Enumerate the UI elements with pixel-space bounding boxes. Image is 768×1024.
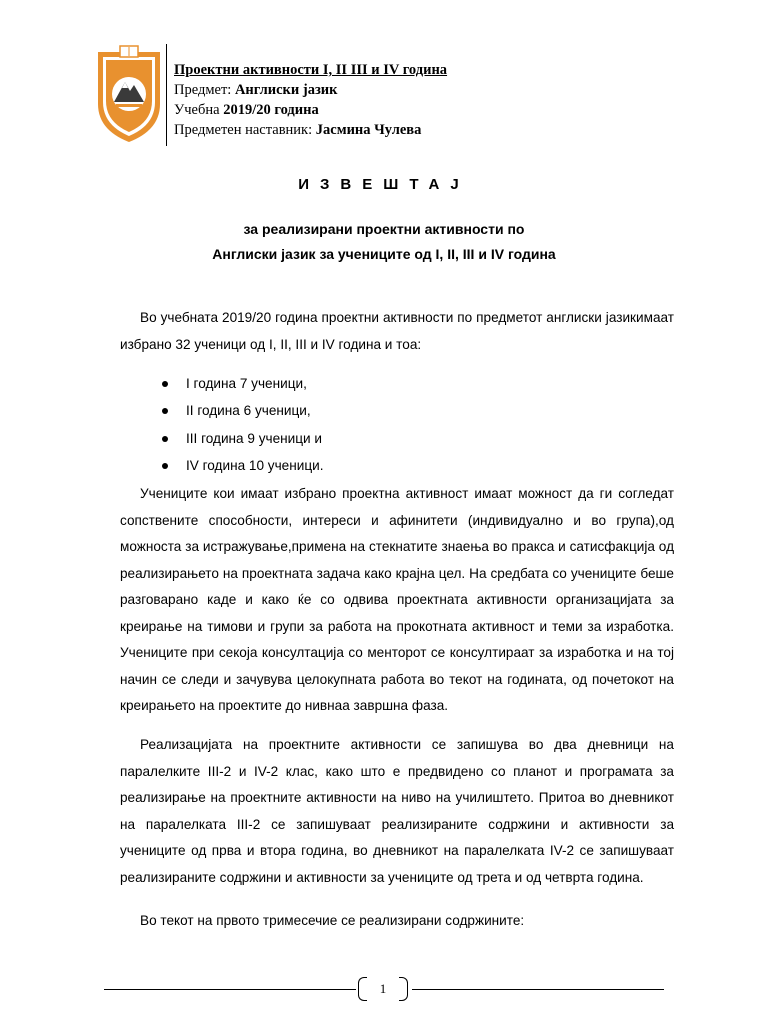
list-item [120,370,324,397]
paragraph-activities: Учениците кои имаат избрано проектна активност имаат можност да ги согледат сопствените способности, интереси и афинитети (индивидуално и во група),од можноста за истражување,примена на стекнатите знаења во пракса и сатисфакција од реализирањето на проектната задача како крајна цел. На средбата со учениците беше разговарано каде и како ќе со одвива проектната активности организацијата за креирање на тимови и групи за работа на прокотната активност и теми за изработка. Учениците при секоја консултација со менторот се консултираат за изработка и на тој начин се следи и зачувува целокупната работа во текот на годината, од почетокот на креирањето на проектите до нивнаа завршна фаза. [120,486,674,713]
header-divider [166,44,167,146]
list-item [120,425,324,452]
list-item-text: III година 9 ученици и [186,430,323,446]
document-subtitle [0,217,768,267]
bullet-icon [162,463,168,469]
teacher-value: Јасмина Чулева [315,122,422,138]
paragraph-journals: Реализацијата на проектните активности се запишува во два дневници на паралелките III-2 и IV-2 клас, како што е предвидено со планот и програмата за реализирање на проектните активности на ниво на училиштето. Притоа во дневникот на паралелката III-2 се запишуваат реализираните содржини и активности за учениците од прва и втора година, во дневникот на паралелката IV-2 се запишуваат реализираните содржини и активности за учениците од трета и од четврта година. [120,737,674,885]
list-item-text: IV година 10 ученици. [186,457,324,473]
bullet-icon [162,436,168,442]
school-logo [94,44,164,144]
list-item-text: II година 6 ученици, [186,403,311,419]
page-number-box [358,977,408,1001]
list-item [120,397,324,424]
student-count-list [120,370,324,479]
list-item [120,452,324,479]
paragraph-intro: Во учебната 2019/20 година проектни активности по предметот англиски јазикимаат избрано 32 ученици од I, II, III и IV година и тоа: [120,310,674,352]
subtitle-line-2: Англиски јазик за учениците од I, II, III и IV година [212,246,556,262]
header-year [174,100,447,120]
header-teacher [174,120,447,140]
subject-label: Предмет: [174,82,235,98]
subtitle-line-1: за реализирани проектни активности по [243,221,525,237]
paragraph-first-term: Во текот на првото тримесечие се реализирани содржините: [140,913,525,928]
footer-rule-left [104,989,356,990]
subject-value: Англиски јазик [234,82,338,98]
bullet-icon [162,408,168,414]
header-title: Проектни активности I, II III и IV година [174,62,448,78]
teacher-label: Предметен наставник: [174,122,316,138]
page-number: 1 [379,981,387,996]
bullet-icon [162,381,168,387]
year-value: 2019/20 година [223,102,319,118]
document-title: ИЗВЕШТАЈ [298,176,470,193]
header-subject [174,80,447,100]
year-label: Учебна [174,102,224,118]
list-item-text: I година 7 ученици, [186,376,307,391]
footer-rule-right [412,989,664,990]
document-header [174,60,447,140]
